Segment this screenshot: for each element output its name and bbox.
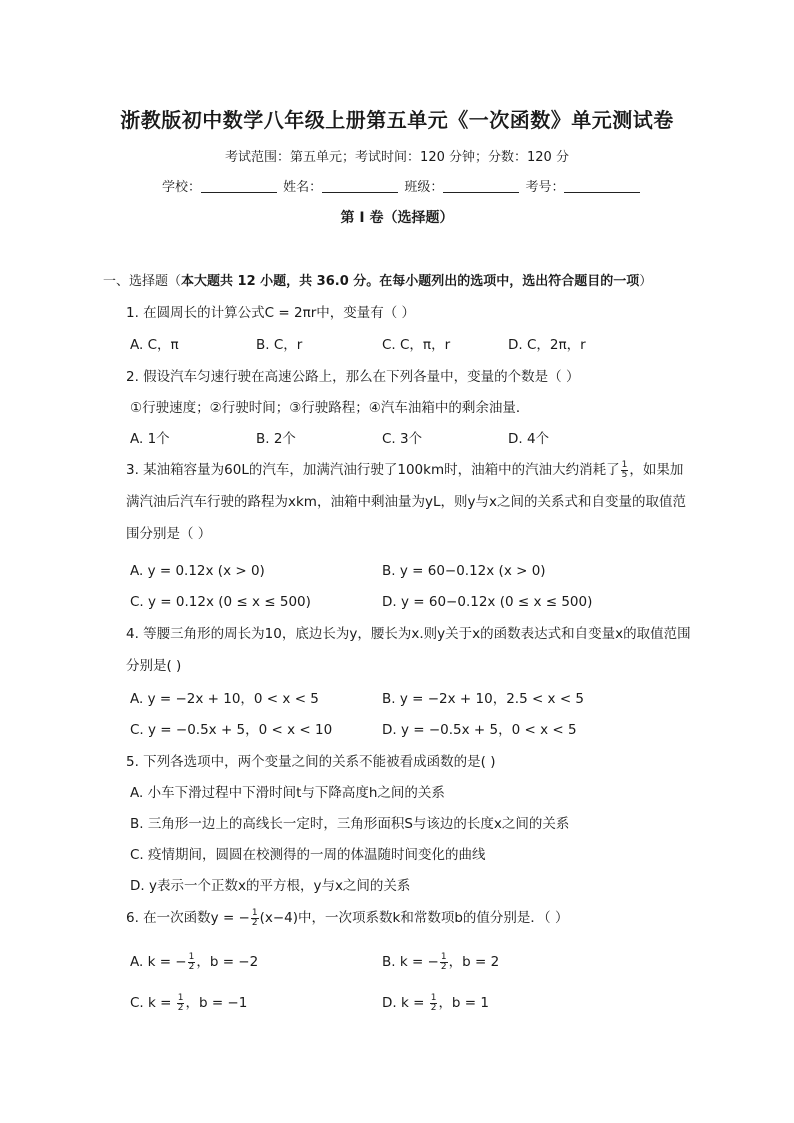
q6-d-fraction (430, 994, 438, 1013)
question-6 (126, 906, 568, 928)
q5-option-c[interactable]: C. 疫情期间，圆圆在校测得的一周的体温随时间变化的曲线 (130, 847, 486, 863)
q3-text-b: ，如果加满汽油后汽车行驶的路程为xkm，油箱中剩油量为yL，则y与x之间的关系式和自变量的取值范围分别是（ ） (126, 462, 686, 542)
q3-frac-den: 5 (621, 469, 628, 480)
question-2: 2. 假设汽车匀速行驶在高速公路上，那么在下列各量中，变量的个数是（ ） (126, 369, 580, 385)
q6-c-fraction (177, 994, 185, 1013)
q6-a-fraction (188, 953, 196, 972)
q6-d-num: 1 (430, 992, 437, 1003)
q2-option-c[interactable]: C. 3个 (382, 431, 423, 447)
part-title: 第 I 卷（选择题） (340, 210, 454, 226)
section-suffix: ） (639, 274, 653, 289)
class-label: 班级： (404, 180, 444, 195)
q6-option-d[interactable] (382, 991, 489, 1013)
q6-a-post: ，b = −2 (196, 954, 259, 970)
student-info-row (162, 176, 642, 195)
q6-option-a[interactable] (130, 950, 258, 972)
q3-fraction (621, 461, 629, 480)
q2-option-d[interactable]: D. 4个 (508, 431, 550, 447)
q6-b-num: 1 (440, 951, 447, 962)
question-2-items: ①行驶速度；②行驶时间；③行驶路程；④汽车油箱中的剩余油量． (130, 400, 530, 416)
q1-option-a[interactable]: A. C，π (130, 337, 179, 353)
q6-d-post: ，b = 1 (438, 995, 489, 1011)
q6-d-den: 2 (430, 1002, 437, 1013)
q3-option-b[interactable]: B. y = 60−0.12x (x > 0) (382, 563, 546, 579)
q6-a-den: 2 (188, 961, 195, 972)
question-1: 1. 在圆周长的计算公式C = 2πr中，变量有（ ） (126, 305, 416, 321)
section-bold-text: 本大题共 12 小题，共 36.0 分。在每小题列出的选项中，选出符合题目的一项 (181, 274, 640, 289)
q4-option-a[interactable]: A. y = −2x + 10，0 < x < 5 (130, 691, 319, 707)
question-4: 4. 等腰三角形的周长为10，底边长为y，腰长为x.则y关于x的函数表达式和自变量x的取值范围分别是( ) (126, 626, 691, 674)
q6-frac-num: 1 (251, 907, 258, 918)
q3-frac-num: 1 (621, 459, 628, 470)
q2-option-b[interactable]: B. 2个 (256, 431, 296, 447)
q6-b-fraction (440, 953, 448, 972)
q3-option-d[interactable]: D. y = 60−0.12x (0 ≤ x ≤ 500) (382, 594, 593, 610)
question-5: 5. 下列各选项中，两个变量之间的关系不能被看成函数的是( ) (126, 754, 496, 770)
q2-option-a[interactable]: A. 1个 (130, 431, 170, 447)
q4-option-d[interactable]: D. y = −0.5x + 5，0 < x < 5 (382, 722, 577, 738)
q6-text-b: (x−4)中，一次项系数k和常数项b的值分别是．（ ） (259, 910, 569, 926)
q5-option-d[interactable]: D. y表示一个正数x的平方根，y与x之间的关系 (130, 878, 411, 894)
exam-info: 考试范围：第五单元；考试时间：120 分钟；分数：120 分 (225, 150, 569, 165)
q1-option-d[interactable]: D. C，2π，r (508, 337, 586, 353)
q3-option-a[interactable]: A. y = 0.12x (x > 0) (130, 563, 265, 579)
q3-option-c[interactable]: C. y = 0.12x (0 ≤ x ≤ 500) (130, 594, 311, 610)
q6-option-b[interactable] (382, 950, 499, 972)
q4-option-b[interactable]: B. y = −2x + 10，2.5 < x < 5 (382, 691, 585, 707)
q1-option-c[interactable]: C. C，π，r (382, 337, 451, 353)
exam-number-label: 考号： (525, 180, 565, 195)
q6-b-den: 2 (440, 961, 447, 972)
name-label: 姓名： (283, 180, 323, 195)
q6-fraction (251, 909, 259, 928)
q1-option-b[interactable]: B. C，r (256, 337, 303, 353)
exam-number-blank[interactable] (564, 179, 640, 193)
q6-text-a: 6. 在一次函数y = − (126, 910, 250, 926)
page-title: 浙教版初中数学八年级上册第五单元《一次函数》单元测试卷 (120, 108, 674, 132)
q5-option-a[interactable]: A. 小车下滑过程中下滑时间t与下降高度h之间的关系 (130, 785, 445, 801)
q6-a-pre: A. k = − (130, 954, 187, 970)
q6-option-c[interactable] (130, 991, 247, 1013)
school-label: 学校： (162, 180, 202, 195)
q6-c-den: 2 (177, 1002, 184, 1013)
section-heading (103, 270, 652, 289)
q6-frac-den: 2 (251, 917, 258, 928)
class-blank[interactable] (443, 179, 519, 193)
q6-a-num: 1 (188, 951, 195, 962)
section-prefix: 一、选择题（ (103, 274, 182, 289)
school-blank[interactable] (201, 179, 277, 193)
q6-c-num: 1 (177, 992, 184, 1003)
q4-option-c[interactable]: C. y = −0.5x + 5，0 < x < 10 (130, 722, 333, 738)
name-blank[interactable] (322, 179, 398, 193)
q3-text-a: 3. 某油箱容量为60L的汽车，加满汽油行驶了100km时，油箱中的汽油大约消耗了 (126, 462, 620, 478)
q6-c-pre: C. k = (130, 995, 176, 1011)
q6-d-pre: D. k = (382, 995, 429, 1011)
q6-b-pre: B. k = − (382, 954, 439, 970)
q6-c-post: ，b = −1 (185, 995, 248, 1011)
q5-option-b[interactable]: B. 三角形一边上的高线长一定时，三角形面积S与该边的长度x之间的关系 (130, 816, 570, 832)
question-3 (126, 454, 696, 550)
q6-b-post: ，b = 2 (448, 954, 500, 970)
